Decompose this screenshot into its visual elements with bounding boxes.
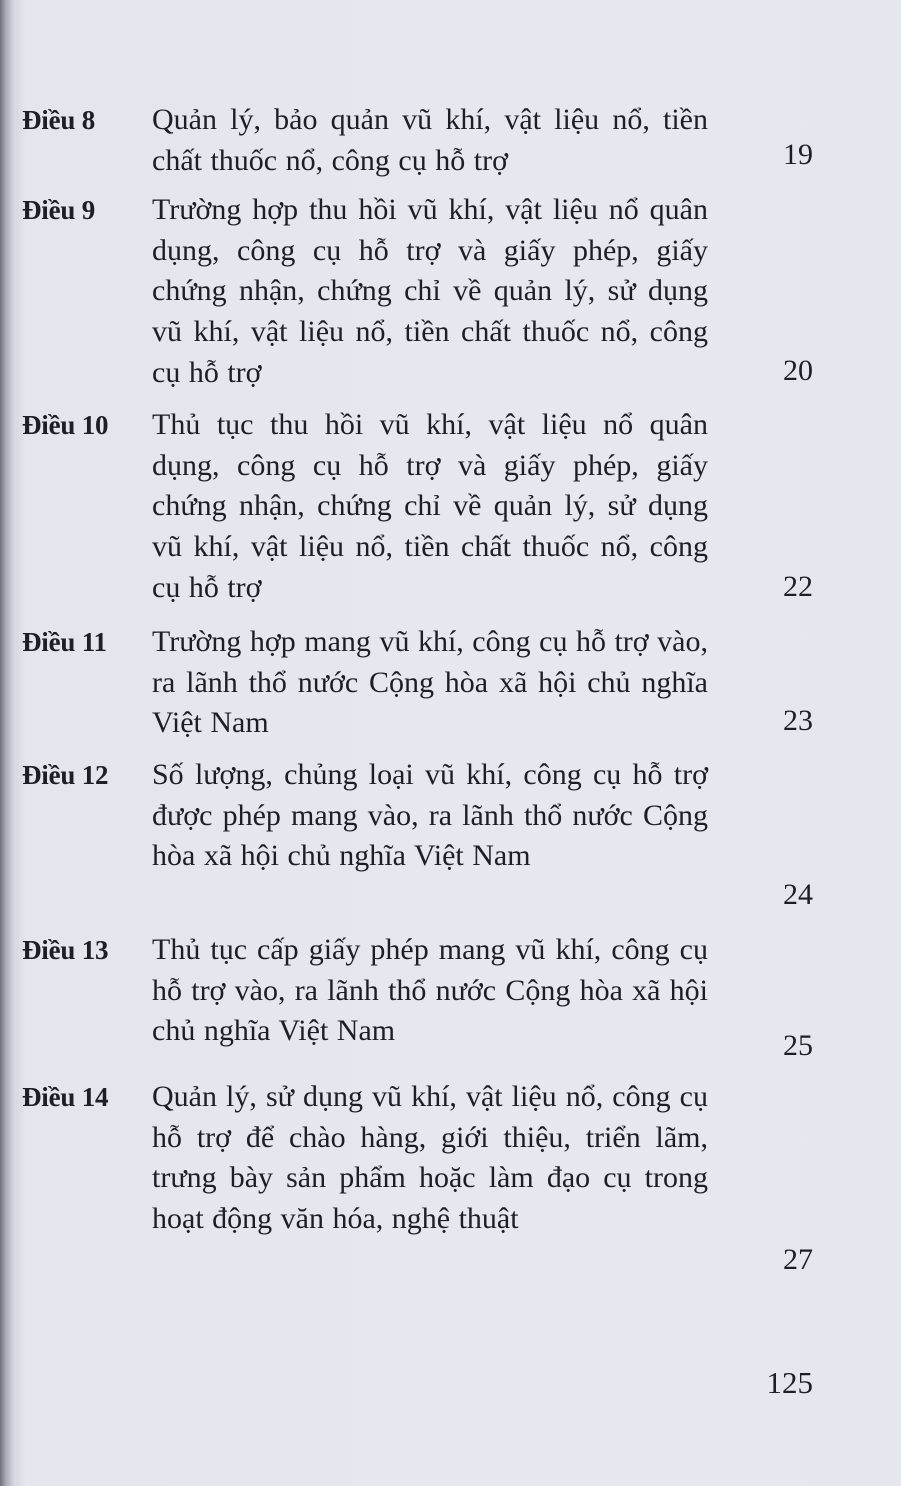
article-number: Điều 13 xyxy=(22,935,109,965)
toc-page-ref: 23 xyxy=(783,704,813,737)
article-number: Điều 9 xyxy=(22,195,96,225)
article-title: Trường hợp mang vũ khí, công cụ hỗ trợ vào, ra lãnh thổ nước Cộng hòa xã hội chủ nghĩa Việt Nam xyxy=(152,625,708,740)
article-number: Điều 10 xyxy=(22,410,109,440)
article-title: Trường hợp thu hồi vũ khí, vật liệu nổ quân dụng, công cụ hỗ trợ và giấy phép, giấy chứng nhận, chứng chỉ về quản lý, sử dụng vũ khí, vật liệu nổ, tiền chất thuốc nổ, công cụ hỗ trợ xyxy=(152,193,708,389)
toc-page-ref: 27 xyxy=(783,1243,813,1276)
article-number: Điều 14 xyxy=(22,1082,109,1112)
article-title: Số lượng, chủng loại vũ khí, công cụ hỗ trợ được phép mang vào, ra lãnh thổ nước Cộng hòa xã hội chủ nghĩa Việt Nam xyxy=(152,758,708,873)
toc-page-ref: 19 xyxy=(783,138,813,171)
toc-page-ref: 24 xyxy=(783,878,813,911)
page-number: 125 xyxy=(766,1365,813,1400)
article-title: Quản lý, sử dụng vũ khí, vật liệu nổ, công cụ hỗ trợ để chào hàng, giới thiệu, triển lãm, trưng bày sản phẩm hoặc làm đạo cụ trong hoạt động văn hóa, nghệ thuật xyxy=(152,1080,708,1236)
article-title: Quản lý, bảo quản vũ khí, vật liệu nổ, tiền chất thuốc nổ, công cụ hỗ trợ xyxy=(152,103,708,177)
toc-page-ref: 22 xyxy=(783,570,813,603)
article-number: Điều 8 xyxy=(22,105,96,135)
article-number: Điều 11 xyxy=(22,627,107,657)
article-title: Thủ tục thu hồi vũ khí, vật liệu nổ quân dụng, công cụ hỗ trợ và giấy phép, giấy chứng nhận, chứng chỉ về quản lý, sử dụng vũ khí, vật liệu nổ, tiền chất thuốc nổ, công cụ hỗ trợ xyxy=(152,408,708,604)
toc-page-ref: 20 xyxy=(783,354,813,387)
toc-page-ref: 25 xyxy=(783,1029,813,1062)
article-title: Thủ tục cấp giấy phép mang vũ khí, công cụ hỗ trợ vào, ra lãnh thổ nước Cộng hòa xã hội chủ nghĩa Việt Nam xyxy=(152,933,708,1048)
article-number: Điều 12 xyxy=(22,760,109,790)
